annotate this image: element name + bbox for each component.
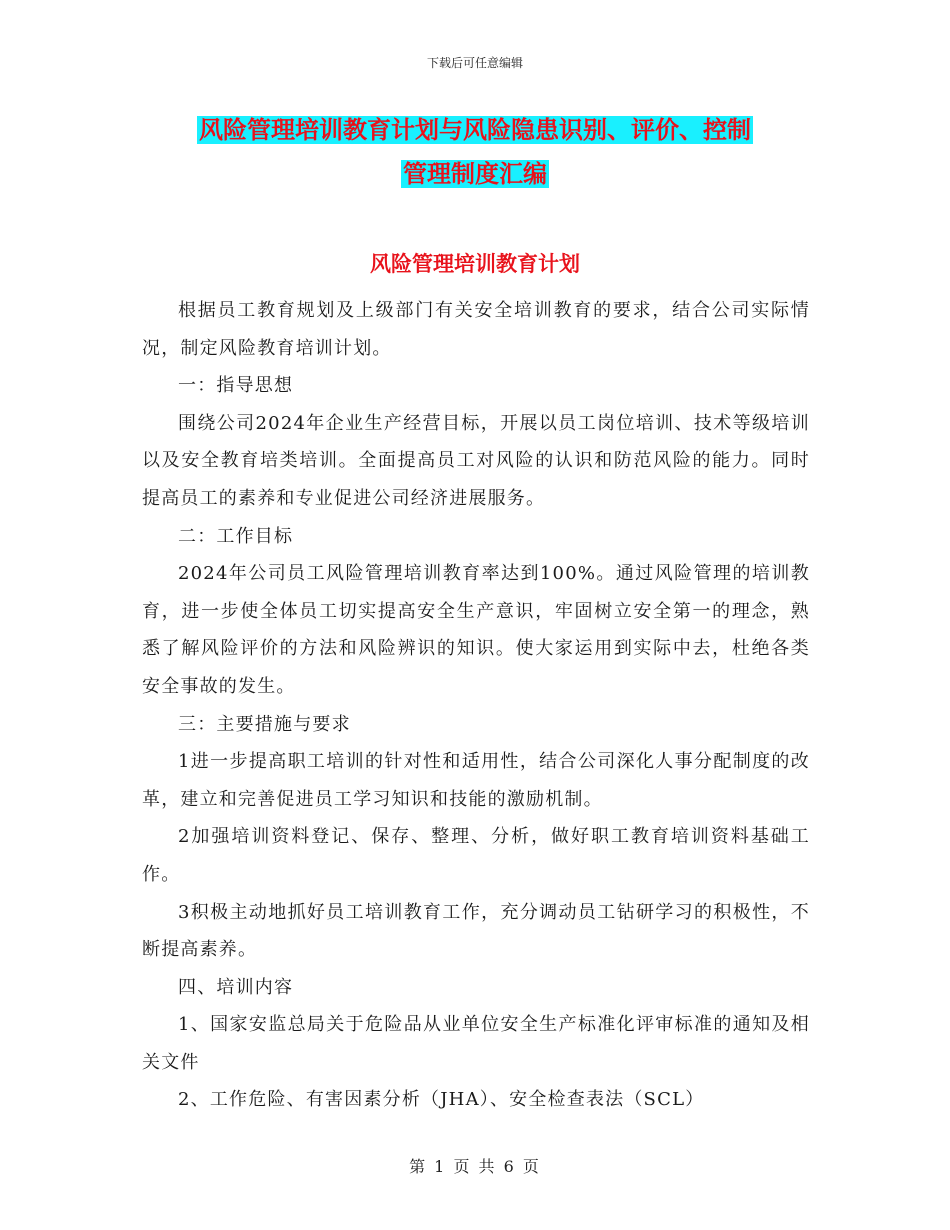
paragraph: 2加强培训资料登记、保存、整理、分析，做好职工教育培训资料基础工作。 xyxy=(142,826,810,885)
document-title xyxy=(140,108,810,196)
paragraph: 2、工作危险、有害因素分析（JHA）、安全检查表法（SCL） xyxy=(178,1089,705,1111)
paragraph: 根据员工教育规划及上级部门有关安全培训教育的要求，结合公司实际情况，制定风险教育培训计划。 xyxy=(142,300,810,359)
section-heading: 四、培训内容 xyxy=(178,976,294,998)
document-body xyxy=(142,292,810,1119)
paragraph: 3积极主动地抓好员工培训教育工作，充分调动员工钻研学习的积极性，不断提高素养。 xyxy=(142,901,810,961)
title-line-2: 管理制度汇编 xyxy=(403,160,547,188)
section-heading: 三：主要措施与要求 xyxy=(178,713,351,735)
section-title: 风险管理培训教育计划 xyxy=(370,252,580,276)
paragraph: 2024年公司员工风险管理培训教育率达到100%。通过风险管理的培训教育，进一步使全体员工切实提高安全生产意识，牢固树立安全第一的理念，熟悉了解风险评价的方法和风险辨识的知识。使大家运用到实际中去，杜绝各类安全事故的发生。 xyxy=(142,563,810,697)
paragraph: 1、国家安监总局关于危险品从业单位安全生产标准化评审标准的通知及相关文件 xyxy=(142,1014,810,1073)
header-note: 下载后可任意编辑 xyxy=(426,56,523,70)
title-line-1: 风险管理培训教育计划与风险隐患识别、评价、控制 xyxy=(199,116,751,144)
paragraph: 围绕公司2024年企业生产经营目标，开展以员工岗位培训、技术等级培训以及安全教育培类培训。全面提高员工对风险的认识和防范风险的能力。同时提高员工的素养和专业促进公司经济进展服务。 xyxy=(142,412,810,509)
page-number-footer: 第 1 页 共 6 页 xyxy=(409,1157,541,1176)
section-heading: 二：工作目标 xyxy=(178,525,294,547)
paragraph: 1进一步提高职工培训的针对性和适用性，结合公司深化人事分配制度的改革，建立和完善促进员工学习知识和技能的激励机制。 xyxy=(142,751,810,810)
section-heading: 一：指导思想 xyxy=(178,375,294,397)
